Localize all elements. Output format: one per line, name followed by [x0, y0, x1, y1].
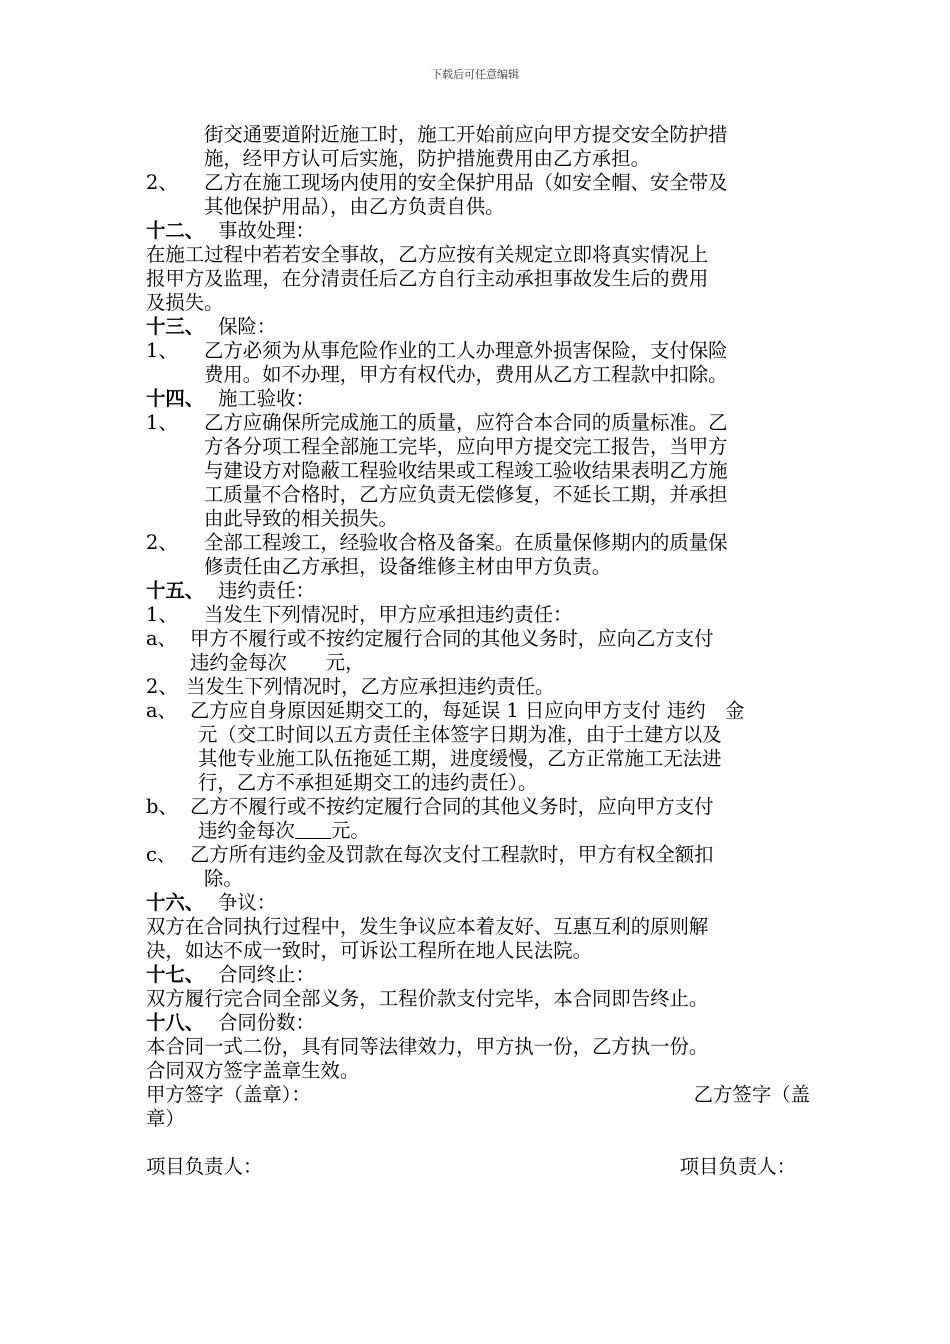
party-a-signature-label: 甲方签字（盖章）： [146, 1083, 311, 1106]
list-text: 乙方必须为从事危险作业的工人办理意外损害保险，支付保险 [204, 339, 728, 362]
section-number: 十六、 [146, 891, 205, 914]
list-letter: a、 [146, 699, 177, 722]
section-number: 十二、 [146, 219, 205, 242]
section-title: 施工验收： [218, 387, 315, 410]
section-title: 合同终止： [218, 963, 315, 986]
paragraph-line: 其他保护用品），由乙方负责自供。 [204, 195, 505, 218]
signature-row [146, 1083, 810, 1107]
list-item [146, 699, 810, 723]
paragraph-line: 报甲方及监理，在分清责任后乙方自行主动承担事故发生后的费用 [146, 267, 709, 290]
list-item [146, 411, 810, 435]
section-number: 十三、 [146, 315, 205, 338]
paragraph-line: 修责任由乙方承担，设备维修主材由甲方负责。 [204, 555, 612, 578]
section-heading [146, 891, 810, 915]
list-number: 2、 [146, 675, 178, 698]
paragraph-line: 费用。如不办理，甲方有权代办，费用从乙方工程款中扣除。 [204, 363, 728, 386]
paragraph-line: 在施工过程中若若安全事故，乙方应按有关规定立即将真实情况上 [146, 243, 709, 266]
paragraph-line: 街交通要道附近施工时，施工开始前应向甲方提交安全防护措 [204, 123, 728, 146]
paragraph-line: 由此导致的相关损失。 [204, 507, 398, 530]
paragraph-line: 方各分项工程全部施工完毕，应向甲方提交完工报告，当甲方 [204, 435, 728, 458]
section-heading [146, 387, 810, 411]
list-text: 全部工程竣工，经验收合格及备案。在质量保修期内的质量保 [204, 531, 728, 554]
paragraph-line: 及损失。 [146, 291, 224, 314]
section-number: 十八、 [146, 1011, 205, 1034]
section-number: 十七、 [146, 963, 205, 986]
paragraph-line: 其他专业施工队伍拖延工期，进度缓慢，乙方正常施工无法进 [198, 747, 722, 770]
list-text: 乙方应确保所完成施工的质量，应符合本合同的质量标准。乙 [204, 411, 728, 434]
party-a-project-manager-label: 项目负责人： [146, 1155, 263, 1178]
paragraph-line: 双方履行完合同全部义务，工程价款支付完毕，本合同即告终止。 [146, 987, 709, 1010]
list-text: 甲方不履行或不按约定履行合同的其他义务时，应向乙方支付 [190, 627, 714, 650]
fill-in-blank [295, 820, 331, 839]
paragraph-line: 合同双方签字盖章生效。 [146, 1059, 360, 1082]
paragraph-line: 与建设方对隐蔽工程验收结果或工程竣工验收结果表明乙方施 [204, 459, 728, 482]
list-number: 2、 [146, 171, 178, 194]
paragraph-line: 元（交工时间以五方责任主体签字日期为准，由于土建方以及 [198, 723, 722, 746]
project-manager-row [146, 1155, 810, 1179]
party-b-project-manager-label: 项目负责人： [679, 1155, 796, 1178]
list-item [146, 603, 810, 627]
list-text: 乙方所有违约金及罚款在每次支付工程款时，甲方有权全额扣 [190, 843, 714, 866]
section-title: 争议： [218, 891, 277, 914]
paragraph-line: 本合同一式二份，具有同等法律效力，甲方执一份，乙方执一份。 [146, 1035, 709, 1058]
list-number: 2、 [146, 531, 178, 554]
paragraph-line: 施，经甲方认可后实施，防护措施费用由乙方承担。 [204, 147, 650, 170]
list-item [146, 531, 810, 555]
list-text: 当发生下列情况时，乙方应承担违约责任。 [186, 675, 555, 698]
section-title: 保险： [218, 315, 277, 338]
paragraph-line: 违约金每次 元， [190, 651, 365, 674]
list-item [146, 171, 810, 195]
paragraph-line: 除。 [204, 867, 243, 890]
paragraph-line [146, 819, 810, 843]
list-item [146, 339, 810, 363]
list-item [146, 795, 810, 819]
list-letter: b、 [146, 795, 178, 818]
list-text: 乙方应自身原因延期交工的，每延误 1 日应向甲方支付 违约 金 [190, 699, 745, 722]
paragraph-line: 工质量不合格时，乙方应负责无偿修复，不延长工期，并承担 [204, 483, 728, 506]
party-b-signature-label: 乙方签字（盖 [693, 1083, 810, 1106]
section-number: 十四、 [146, 387, 205, 410]
spacer [146, 1131, 810, 1155]
list-item [146, 675, 810, 699]
paragraph-line: 决，如达不成一致时，可诉讼工程所在地人民法院。 [146, 939, 592, 962]
section-heading [146, 219, 810, 243]
paragraph-text: 违约金每次 [198, 819, 295, 842]
list-number: 1、 [146, 603, 178, 626]
page-header: 下载后可任意编辑 [431, 68, 519, 81]
paragraph-line: 双方在合同执行过程中，发生争议应本着友好、互惠互利的原则解 [146, 915, 709, 938]
section-heading [146, 579, 810, 603]
section-number: 十五、 [146, 579, 205, 602]
list-item [146, 843, 810, 867]
list-text: 乙方不履行或不按约定履行合同的其他义务时，应向甲方支付 [190, 795, 714, 818]
list-letter: a、 [146, 627, 177, 650]
list-item [146, 627, 810, 651]
section-title: 违约责任： [218, 579, 315, 602]
list-text: 乙方在施工现场内使用的安全保护用品（如安全帽、安全带及 [204, 171, 728, 194]
list-text: 当发生下列情况时，甲方应承担违约责任： [204, 603, 573, 626]
list-number: 1、 [146, 411, 178, 434]
section-heading [146, 1011, 810, 1035]
paragraph-text: 元。 [330, 819, 370, 842]
signature-row-continued: 章） [146, 1107, 185, 1130]
list-number: 1、 [146, 339, 178, 362]
list-letter: c、 [146, 843, 177, 866]
paragraph-line: 行，乙方不承担延期交工的违约责任）。 [198, 771, 538, 794]
section-title: 合同份数： [218, 1011, 315, 1034]
section-heading [146, 315, 810, 339]
section-heading [146, 963, 810, 987]
section-title: 事故处理： [218, 219, 315, 242]
contract-body [146, 123, 810, 1179]
